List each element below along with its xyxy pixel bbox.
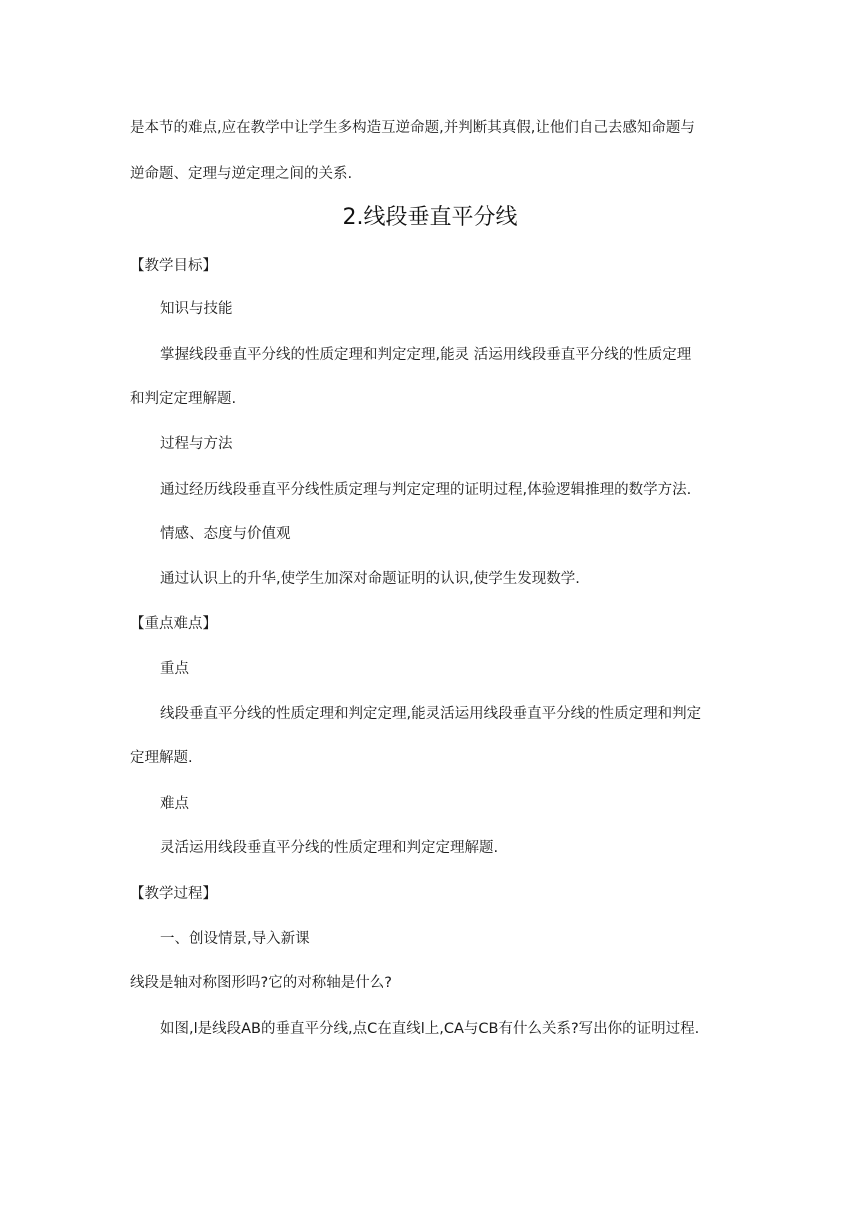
knowledge-skills-text-line-2: 和判定定理解题. bbox=[130, 391, 237, 407]
key-point-text-line-1: 线段垂直平分线的性质定理和判定定理,能灵活运用线段垂直平分线的性质定理和判定 bbox=[160, 706, 702, 722]
knowledge-skills-label: 知识与技能 bbox=[160, 301, 233, 317]
process-methods-text: 通过经历线段垂直平分线性质定理与判定定理的证明过程,体验逻辑推理的数学方法. bbox=[160, 482, 692, 498]
question-proof: 如图,l是线段AB的垂直平分线,点C在直线l上,CA与CB有什么关系?写出你的证明过程. bbox=[160, 1021, 700, 1037]
difficulty-label: 难点 bbox=[160, 796, 189, 812]
section-heading-key-points: 【重点难点】 bbox=[130, 616, 217, 632]
section-heading-goals: 【教学目标】 bbox=[130, 258, 217, 274]
step-1-label: 一、创设情景,导入新课 bbox=[160, 931, 310, 947]
key-point-text-line-2: 定理解题. bbox=[130, 750, 193, 766]
question-symmetry: 线段是轴对称图形吗?它的对称轴是什么? bbox=[130, 975, 392, 991]
page-title: 2.线段垂直平分线 bbox=[342, 205, 518, 230]
knowledge-skills-text-line-1: 掌握线段垂直平分线的性质定理和判定定理,能灵 活运用线段垂直平分线的性质定理 bbox=[160, 347, 692, 363]
difficulty-text: 灵活运用线段垂直平分线的性质定理和判定定理解题. bbox=[160, 840, 499, 856]
intro-paragraph-line-1: 是本节的难点,应在教学中让学生多构造互逆命题,并判断其真假,让他们自己去感知命题与 bbox=[130, 120, 695, 136]
emotion-values-label: 情感、态度与价值观 bbox=[160, 526, 291, 542]
key-point-label: 重点 bbox=[160, 661, 189, 677]
emotion-values-text: 通过认识上的升华,使学生加深对命题证明的认识,使学生发现数学. bbox=[160, 571, 580, 587]
intro-paragraph-line-2: 逆命题、定理与逆定理之间的关系. bbox=[130, 166, 353, 182]
section-heading-process: 【教学过程】 bbox=[130, 886, 217, 902]
process-methods-label: 过程与方法 bbox=[160, 436, 233, 452]
